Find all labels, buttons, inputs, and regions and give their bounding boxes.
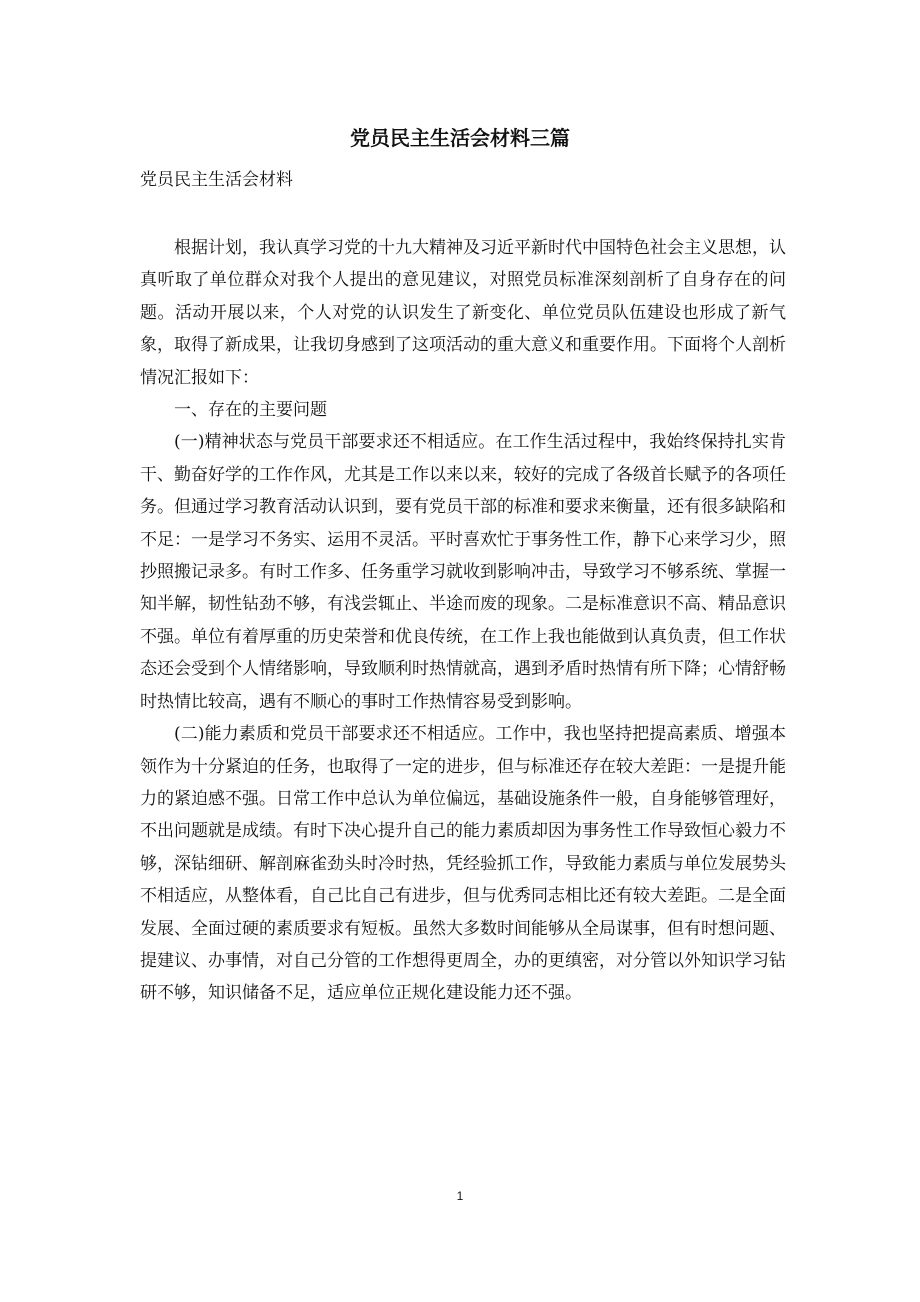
document-subtitle: 党员民主生活会材料 [140, 170, 293, 190]
intro-paragraph: 根据计划，我认真学习党的十九大精神及习近平新时代中国特色社会主义思想，认真听取了单位群众对我个人提出的意见建议，对照党员标准深刻剖析了自身存在的问题。活动开展以来，个人对党的认识发生了新变化、单位党员队伍建设也形成了新气象，取得了新成果，让我切身感到了这项活动的重大意义和重要作用。下面将个人剖析情况汇报如下： [140, 238, 786, 388]
page-number: 1 [456, 1189, 464, 1203]
document-body [140, 232, 786, 1010]
body-paragraph: (一)精神状态与党员干部要求还不相适应。在工作生活过程中，我始终保持扎实肯干、勤奋好学的工作作风，尤其是工作以来以来，较好的完成了各级首长赋予的各项任务。但通过学习教育活动认识到，要有党员干部的标准和要求来衡量，还有很多缺陷和不足：一是学习不务实、运用不灵活。平时喜欢忙于事务性工作，静下心来学习少，照抄照搬记录多。有时工作多、任务重学习就收到影响冲击，导致学习不够系统、掌握一知半解，韧性钻劲不够，有浅尝辄止、半途而废的现象。二是标准意识不高、精品意识不强。单位有着厚重的历史荣誉和优良传统，在工作上我也能做到认真负责，但工作状态还会受到个人情绪影响，导致顺利时热情就高，遇到矛盾时热情有所下降；心情舒畅时热情比较高，遇有不顺心的事时工作热情容易受到影响。 [140, 432, 786, 712]
body-paragraph: (二)能力素质和党员干部要求还不相适应。工作中，我也坚持把提高素质、增强本领作为十分紧迫的任务，也取得了一定的进步，但与标准还存在较大差距：一是提升能力的紧迫感不强。日常工作中总认为单位偏远，基础设施条件一般，自身能够管理好，不出问题就是成绩。有时下决心提升自己的能力素质却因为事务性工作导致恒心毅力不够，深钻细研、解剖麻雀劲头时冷时热，凭经验抓工作，导致能力素质与单位发展势头不相适应，从整体看，自己比自己有进步，但与优秀同志相比还有较大差距。二是全面发展、全面过硬的素质要求有短板。虽然大多数时间能够从全局谋事，但有时想问题、提建议、办事情，对自己分管的工作想得更周全，办的更缜密，对分管以外知识学习钻研不够，知识储备不足，适应单位正规化建设能力还不强。 [140, 724, 786, 1004]
document-title: 党员民主生活会材料三篇 [350, 126, 570, 150]
section-heading: 一、存在的主要问题 [174, 400, 327, 421]
